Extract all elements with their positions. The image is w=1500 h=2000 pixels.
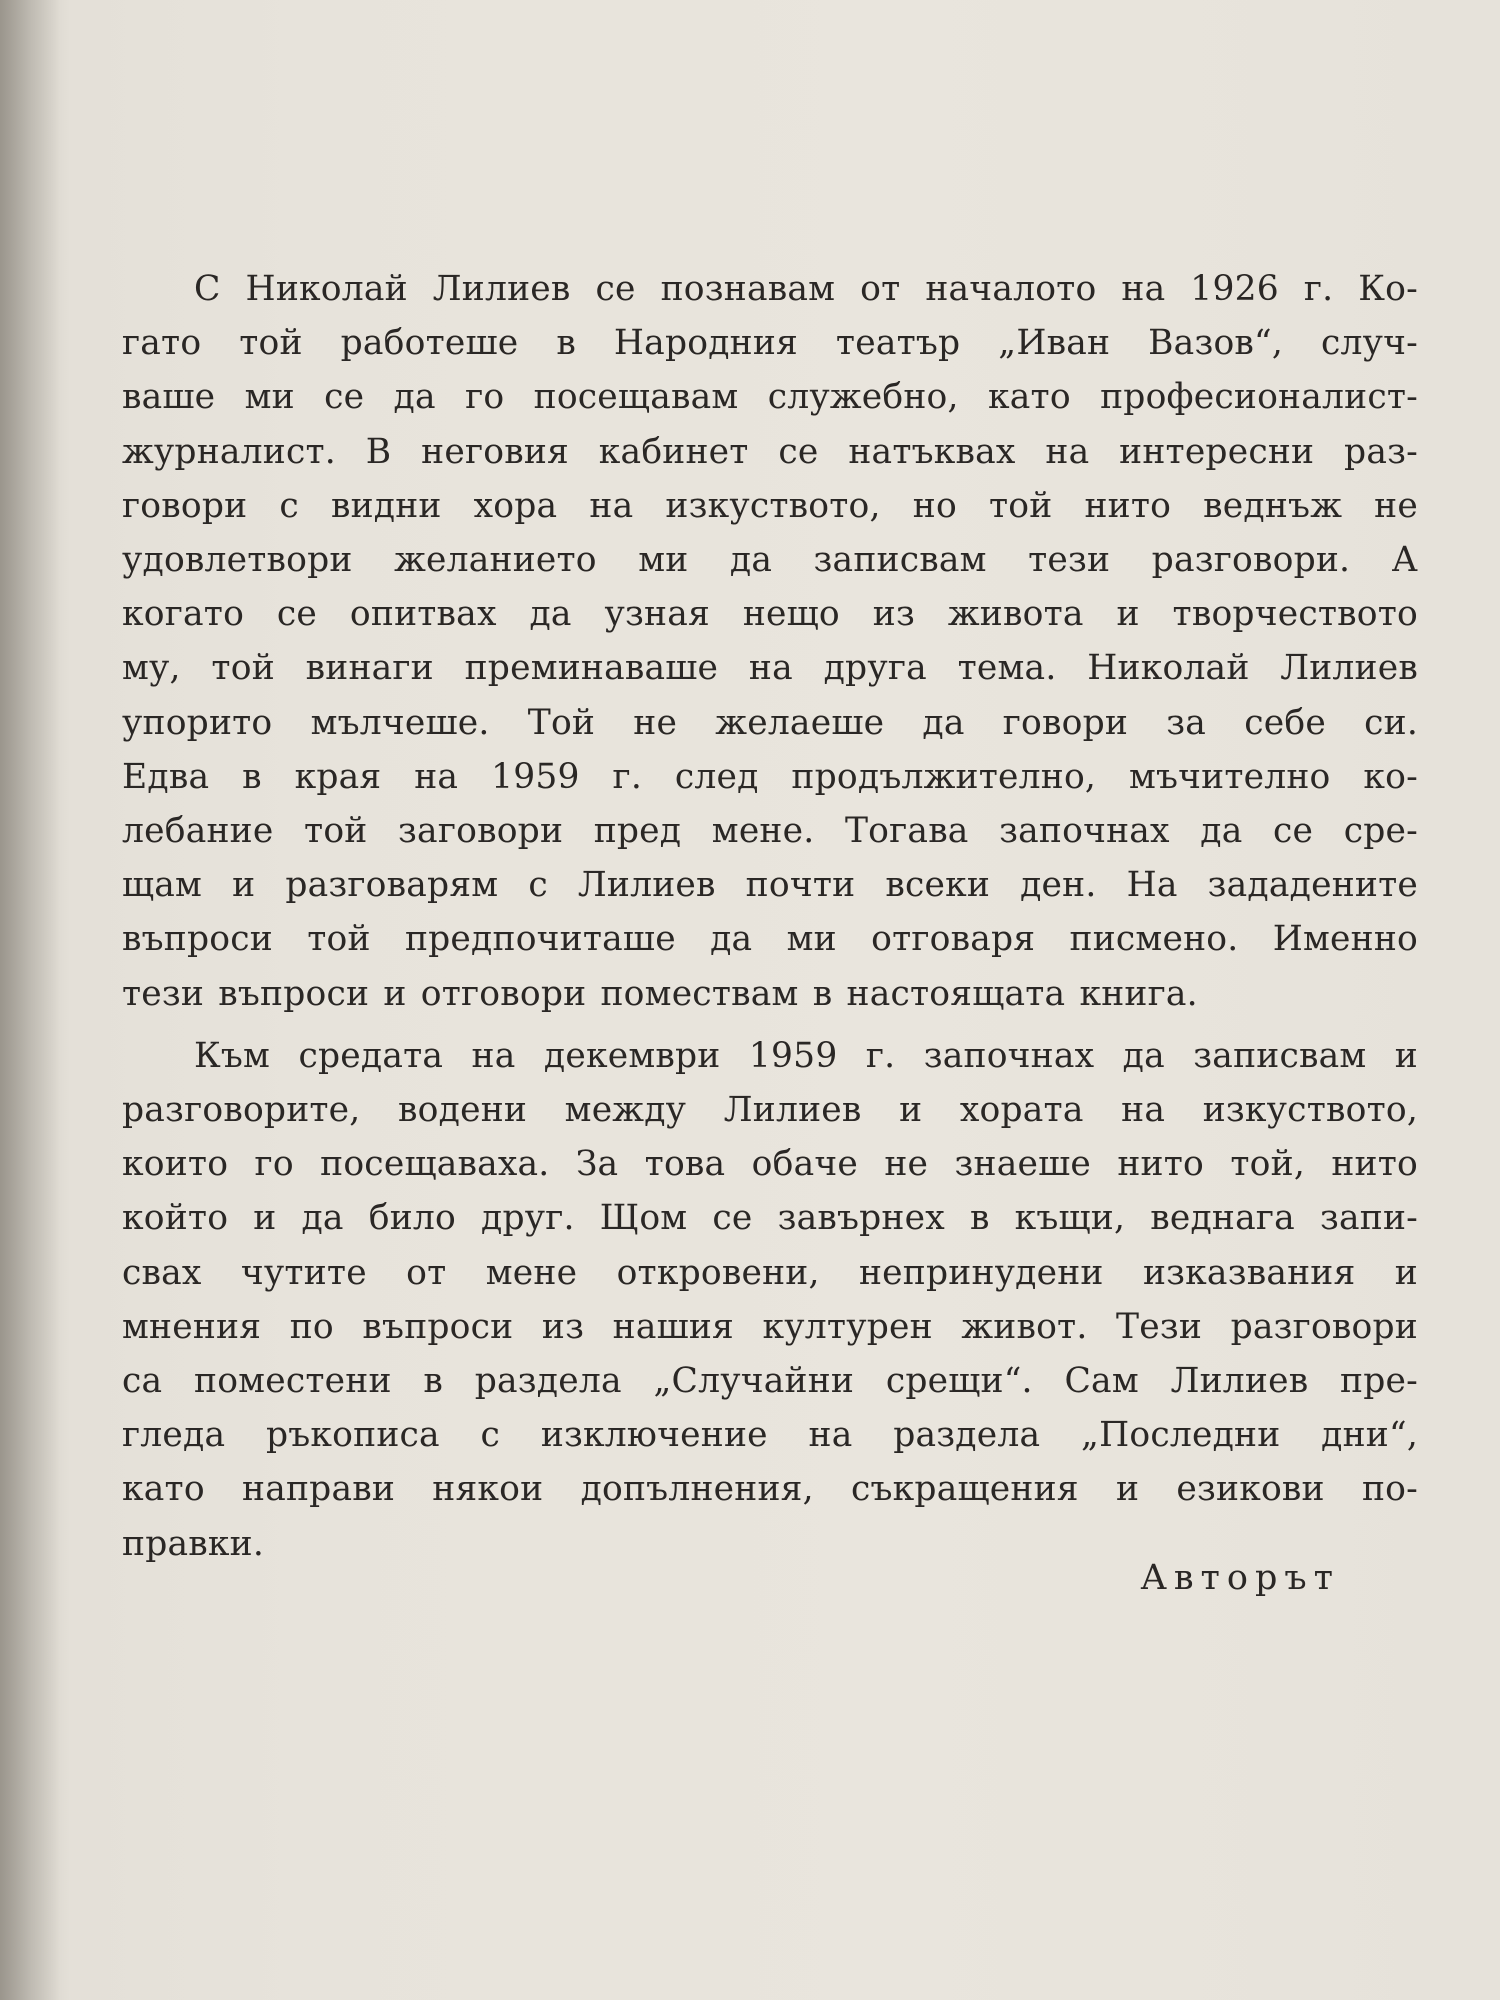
text-line: тези въпроси и отговори помествам в настоящата книга. (122, 973, 1198, 1014)
text-line: мнения по въпроси из нашия културен живот. Тези разговори (122, 1306, 1418, 1347)
text-line: Към средата на декември 1959 г. започнах да записвам и (194, 1035, 1418, 1076)
text-line: му, той винаги преминаваше на друга тема. Николай Лилиев (122, 648, 1418, 689)
paragraph-1 (122, 262, 1418, 1021)
body-text (122, 262, 1418, 1571)
text-line: лебание той заговори пред мене. Тогава започнах да се сре- (122, 811, 1418, 852)
text-line: които го посещаваха. За това обаче не знаеше нито той, нито (122, 1144, 1418, 1185)
author-signature: Авторът (1140, 1558, 1340, 1598)
text-line: говори с видни хора на изкуството, но той нито веднъж не (122, 485, 1418, 526)
text-line: удовлетвори желанието ми да записвам тези разговори. А (122, 540, 1418, 581)
text-line: са поместени в раздела „Случайни срещи“. Сам Лилиев пре- (122, 1361, 1418, 1402)
text-line: като направи някои допълнения, съкращения и езикови по- (122, 1469, 1418, 1510)
paragraph-2 (122, 1029, 1418, 1571)
text-line: Едва в края на 1959 г. след продължително, мъчително ко- (122, 756, 1418, 797)
text-line: журналист. В неговия кабинет се натъквах на интересни раз- (122, 431, 1418, 472)
text-line: правки. (122, 1523, 264, 1564)
text-line: ваше ми се да го посещавам служебно, като професионалист- (122, 377, 1418, 418)
paragraph-gap (122, 1021, 1418, 1029)
text-line: въпроси той предпочиташе да ми отговаря писмено. Именно (122, 919, 1418, 960)
text-line: който и да било друг. Щом се завърнех в къщи, веднага запи- (122, 1198, 1418, 1239)
text-line: С Николай Лилиев се познавам от началото на 1926 г. Ко- (194, 269, 1418, 309)
text-line: щам и разговарям с Лилиев почти всеки ден. На зададените (122, 865, 1418, 906)
text-line: гледа ръкописа с изключение на раздела „Последни дни“, (122, 1415, 1418, 1456)
text-line: упорито мълчеше. Той не желаеше да говори за себе си. (122, 702, 1418, 743)
text-line: гато той работеше в Народния театър „Иван Вазов“, случ- (122, 323, 1418, 364)
text-line: когато се опитвах да узная нещо из живота и творчеството (122, 594, 1418, 635)
text-line: разговорите, водени между Лилиев и хората на изкуството, (122, 1090, 1418, 1131)
page-gutter-shadow (0, 0, 60, 2000)
text-line: свах чутите от мене откровени, непринудени изказвания и (122, 1252, 1418, 1293)
